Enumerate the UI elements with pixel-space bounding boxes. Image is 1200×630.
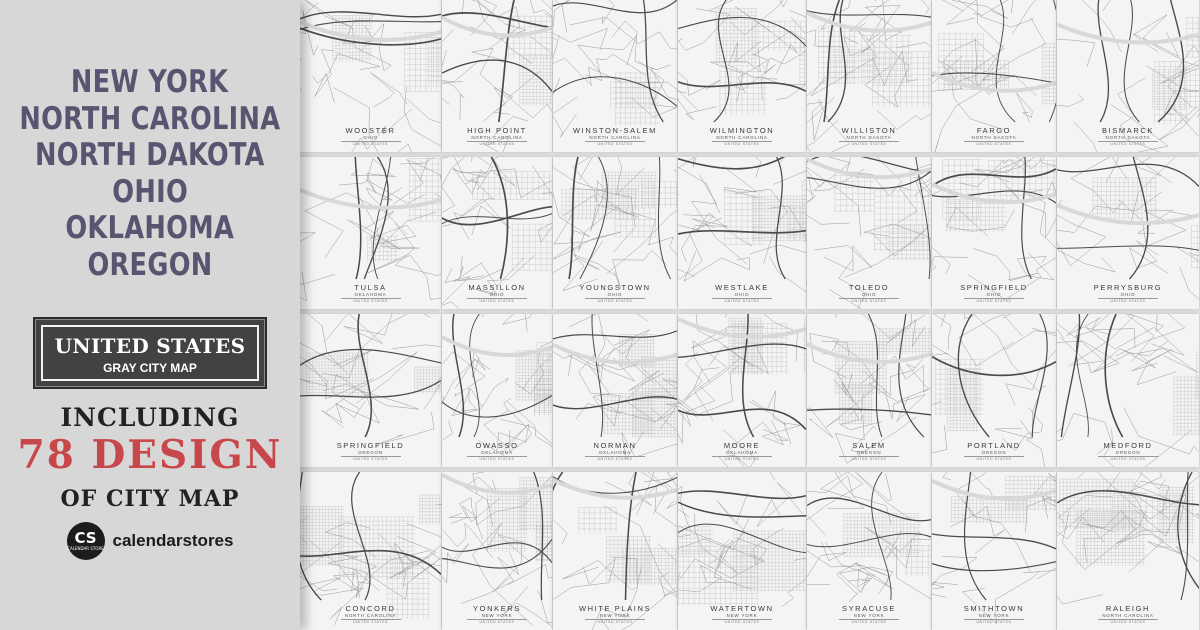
city-map-label <box>807 283 931 304</box>
city-name: SPRINGFIELD <box>336 441 405 450</box>
city-country: UNITED STATES <box>597 298 633 303</box>
city-state: NORTH CAROLINA <box>1102 613 1154 618</box>
city-map-card <box>553 472 677 630</box>
city-map-label <box>678 283 806 304</box>
city-map-card <box>678 314 806 467</box>
city-map-label <box>678 126 806 147</box>
city-country: UNITED STATES <box>851 298 887 303</box>
city-map-card <box>678 157 806 309</box>
city-map-label <box>553 604 677 625</box>
city-map-card <box>553 314 677 467</box>
city-state: NORTH CAROLINA <box>344 613 397 618</box>
city-country: UNITED STATES <box>851 141 887 146</box>
city-country: UNITED STATES <box>724 456 760 461</box>
city-country: UNITED STATES <box>851 456 887 461</box>
city-map-card <box>300 157 441 309</box>
city-map-label <box>932 126 1056 147</box>
city-country: UNITED STATES <box>479 298 515 303</box>
city-map-label <box>1057 283 1199 304</box>
state-name: NEW YORK <box>71 64 229 100</box>
city-state: OREGON <box>856 450 882 455</box>
city-country: UNITED STATES <box>976 619 1012 624</box>
city-map-label <box>553 283 677 304</box>
state-name: OREGON <box>87 246 213 283</box>
city-country: UNITED STATES <box>1110 456 1146 461</box>
city-map-label <box>807 126 931 147</box>
city-map-label <box>1057 604 1199 625</box>
city-state: NEW YORK <box>853 613 885 618</box>
city-name: FARGO <box>976 126 1012 135</box>
city-state: NEW YORK <box>481 613 513 618</box>
city-state: OKLAHOMA <box>726 450 758 455</box>
info-panel <box>0 0 300 630</box>
city-map-card <box>932 157 1056 309</box>
city-state: NEW YORK <box>599 613 631 618</box>
city-country: UNITED STATES <box>479 141 515 146</box>
city-map-card <box>932 472 1056 630</box>
city-map-label <box>678 604 806 625</box>
city-name: MASSILLON <box>468 283 526 292</box>
city-name: CONCORD <box>345 604 396 613</box>
city-state: OREGON <box>1115 450 1141 455</box>
product-title: UNITED STATES <box>54 333 246 358</box>
city-state: OHIO <box>607 292 623 297</box>
brand[interactable] <box>67 522 234 560</box>
city-map-card <box>807 314 931 467</box>
map-grid <box>300 0 1200 630</box>
city-map-label <box>932 283 1056 304</box>
city-map-label <box>300 441 441 462</box>
city-country: UNITED STATES <box>597 619 633 624</box>
city-name: WESTLAKE <box>715 283 769 292</box>
city-map-label <box>807 441 931 462</box>
brand-name: calendarstores <box>112 531 234 550</box>
city-map-label <box>442 126 552 147</box>
city-state: OHIO <box>363 135 378 140</box>
product-subtitle: GRAY CITY MAP <box>103 360 197 375</box>
brand-logo-text: CALENDAR STORE <box>67 545 104 551</box>
city-name: WHITE PLAINS <box>578 604 652 613</box>
city-state: OKLAHOMA <box>481 450 513 455</box>
city-state: OKLAHOMA <box>354 292 387 297</box>
city-name: WILLISTON <box>841 126 897 135</box>
city-country: UNITED STATES <box>353 141 388 146</box>
city-map-label <box>300 283 441 304</box>
city-map-card <box>1057 157 1199 309</box>
city-name: PERRYSBURG <box>1093 283 1163 292</box>
city-country: UNITED STATES <box>976 141 1012 146</box>
city-name: PORTLAND <box>967 441 1021 450</box>
city-name: WATERTOWN <box>710 604 774 613</box>
product-title-box <box>33 317 267 389</box>
design-count: 78 DESIGN <box>17 432 283 478</box>
city-map-label <box>1057 441 1199 462</box>
city-map-label <box>932 604 1056 625</box>
city-name: SALEM <box>852 441 886 450</box>
city-map-card <box>300 314 441 467</box>
city-map-card <box>932 0 1056 152</box>
state-name: NORTH CAROLINA <box>19 100 281 137</box>
city-map-card <box>807 0 931 152</box>
city-name: OWASSO <box>475 441 519 450</box>
city-map-card <box>300 0 441 152</box>
city-state: OHIO <box>1120 292 1136 297</box>
city-state: NEW YORK <box>726 613 758 618</box>
state-name: NORTH DAKOTA <box>35 137 265 173</box>
city-name: HIGH POINT <box>467 126 527 135</box>
state-name: OHIO <box>112 173 188 210</box>
city-map-card <box>807 157 931 309</box>
city-map-label <box>932 441 1056 462</box>
city-country: UNITED STATES <box>353 456 388 461</box>
city-country: UNITED STATES <box>1110 298 1146 303</box>
city-map-card <box>932 314 1056 467</box>
city-name: RALEIGH <box>1105 604 1151 613</box>
city-name: MOORE <box>723 441 761 450</box>
state-name: OKLAHOMA <box>65 210 235 246</box>
city-state: OHIO <box>489 292 505 297</box>
city-name: YOUNGSTOWN <box>579 283 651 292</box>
city-map-card <box>1057 472 1199 630</box>
city-country: UNITED STATES <box>479 619 515 624</box>
city-name: WILMINGTON <box>709 126 775 135</box>
city-country: UNITED STATES <box>479 456 515 461</box>
city-country: UNITED STATES <box>851 619 887 624</box>
city-country: UNITED STATES <box>353 298 388 303</box>
city-name: YONKERS <box>473 604 521 613</box>
city-country: UNITED STATES <box>597 141 633 146</box>
city-map-label <box>300 126 441 147</box>
city-map-label <box>442 283 552 304</box>
city-map-card <box>442 314 552 467</box>
city-name: SYRACUSE <box>841 604 897 613</box>
brand-logo <box>67 522 105 560</box>
state-list <box>0 64 300 283</box>
city-country: UNITED STATES <box>724 141 760 146</box>
city-map-label <box>807 604 931 625</box>
city-map-card <box>442 0 552 152</box>
of-city-map-text: OF CITY MAP <box>60 486 240 512</box>
city-map-label <box>678 441 806 462</box>
city-state: NORTH DAKOTA <box>1105 135 1151 140</box>
city-country: UNITED STATES <box>1110 619 1146 624</box>
city-state: OREGON <box>358 450 383 455</box>
city-state: NEW YORK <box>978 613 1010 618</box>
city-state: OREGON <box>981 450 1007 455</box>
city-map-label <box>553 126 677 147</box>
city-country: UNITED STATES <box>976 456 1012 461</box>
city-map-label <box>553 441 677 462</box>
city-country: UNITED STATES <box>1110 141 1146 146</box>
city-state: OHIO <box>986 292 1002 297</box>
city-map-card <box>442 472 552 630</box>
city-map-label <box>300 604 441 625</box>
city-map-card <box>807 472 931 630</box>
city-name: SPRINGFIELD <box>960 283 1028 292</box>
city-map-card <box>1057 0 1199 152</box>
city-name: TULSA <box>354 283 387 292</box>
city-country: UNITED STATES <box>597 456 633 461</box>
city-state: NORTH DAKOTA <box>846 135 892 140</box>
city-name: MEDFORD <box>1103 441 1153 450</box>
city-state: NORTH CAROLINA <box>716 135 768 140</box>
brand-logo-mark: CS <box>74 528 97 547</box>
city-state: OHIO <box>734 292 750 297</box>
city-map-card <box>553 0 677 152</box>
city-name: BISMARCK <box>1102 126 1154 135</box>
city-map-label <box>442 441 552 462</box>
city-map-card <box>1057 314 1199 467</box>
city-state: NORTH CAROLINA <box>589 135 641 140</box>
city-state: NORTH CAROLINA <box>471 135 523 140</box>
city-map-card <box>678 472 806 630</box>
city-map-label <box>442 604 552 625</box>
city-state: OHIO <box>861 292 877 297</box>
city-name: WINSTON-SALEM <box>572 126 657 135</box>
city-name: NORMAN <box>593 441 637 450</box>
city-name: TOLEDO <box>848 283 890 292</box>
city-map-card <box>300 472 441 630</box>
city-map-card <box>442 157 552 309</box>
city-map-label <box>1057 126 1199 147</box>
city-name: WOOSTER <box>345 126 396 135</box>
city-state: OKLAHOMA <box>599 450 631 455</box>
city-country: UNITED STATES <box>724 619 760 624</box>
city-map-card <box>553 157 677 309</box>
including-text: INCLUDING <box>60 403 240 432</box>
city-country: UNITED STATES <box>976 298 1012 303</box>
city-country: UNITED STATES <box>724 298 760 303</box>
city-country: UNITED STATES <box>353 619 388 624</box>
city-map-card <box>678 0 806 152</box>
city-name: SMITHTOWN <box>963 604 1025 613</box>
city-state: NORTH DAKOTA <box>971 135 1017 140</box>
